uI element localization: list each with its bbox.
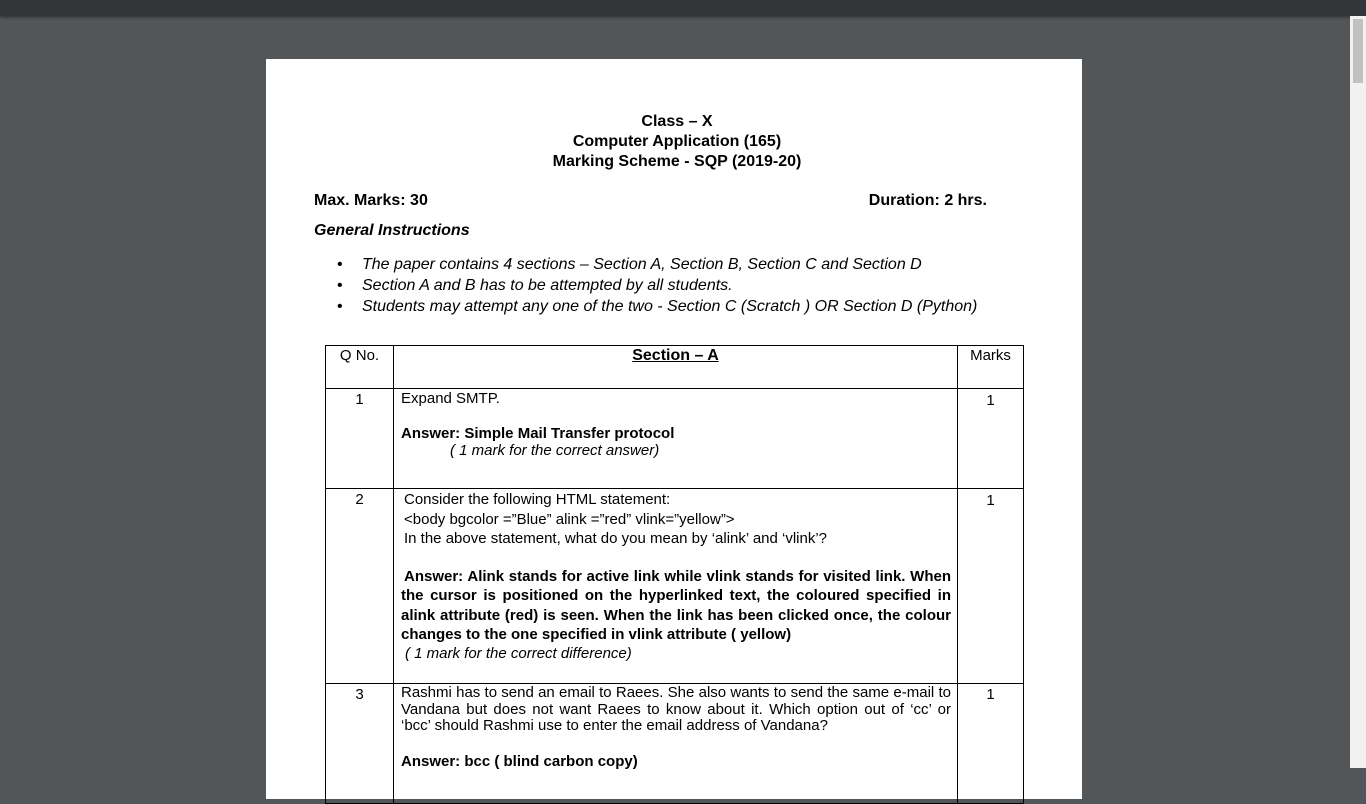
general-instructions-title: General Instructions xyxy=(314,222,470,239)
header-scheme: Marking Scheme - SQP (2019-20) xyxy=(552,153,802,170)
question-cell xyxy=(394,489,958,684)
document-page xyxy=(266,59,1082,799)
vertical-scrollbar[interactable] xyxy=(1350,16,1366,768)
question-cell xyxy=(394,684,958,804)
question-marks: 1 xyxy=(958,684,1024,804)
viewer-toolbar xyxy=(0,0,1366,16)
bullet-icon: • xyxy=(337,256,343,273)
table-row xyxy=(326,389,1024,489)
marking-note: ( 1 mark for the correct difference) xyxy=(405,644,632,662)
bullet-icon: • xyxy=(337,298,343,315)
question-text: Expand SMTP. xyxy=(401,390,500,407)
instruction-item: • Students may attempt any one of the two - Section C (Scratch ) OR Section D (Python) xyxy=(337,298,978,315)
instructions-list xyxy=(334,254,977,317)
duration: Duration: 2 hrs. xyxy=(868,192,987,209)
answer-label: Answer: xyxy=(404,567,464,585)
answer-text: Answer: bcc ( blind carbon copy) xyxy=(401,752,638,770)
question-text: Rashmi has to send an email to Raees. She also wants to send the same e-mail to Vandana but does not want Raees to know about it. Which option out of ‘cc’ or ‘bcc’ should Rashmi use to enter the email address of Vandana? xyxy=(401,684,951,734)
question-text: In the above statement, what do you mean by ‘alink’ and ‘vlink’? xyxy=(404,530,828,547)
answer-text: Answer: Simple Mail Transfer protocol xyxy=(401,425,675,442)
marks-duration-line xyxy=(314,192,987,210)
question-table xyxy=(325,345,1024,804)
question-text: Consider the following HTML statement: xyxy=(404,491,671,508)
marking-note: ( 1 mark for the correct answer) xyxy=(450,442,660,459)
question-number: 2 xyxy=(326,489,394,684)
table-row xyxy=(326,489,1024,684)
question-marks: 1 xyxy=(958,489,1024,684)
instruction-item: • Section A and B has to be attempted by all students. xyxy=(337,277,733,294)
document-header xyxy=(266,112,1088,172)
table-header-row xyxy=(326,346,1024,389)
table-row xyxy=(326,684,1024,804)
question-number: 3 xyxy=(326,684,394,804)
question-marks: 1 xyxy=(958,389,1024,489)
instruction-item: • The paper contains 4 sections – Section A, Section B, Section C and Section D xyxy=(337,256,922,273)
answer-text: Alink stands for active link while vlink stands for visited link. When the cursor is positioned on the hyperlinked text, the coloured specified in alink attribute (red) is seen. When the link has been clicked once, the colour changes to the one specified in vlink attribute ( yellow) xyxy=(401,567,951,643)
question-code: <body bgcolor =”Blue” alink =”red” vlink=”yellow”> xyxy=(404,510,735,528)
question-number: 1 xyxy=(326,389,394,489)
header-subject: Computer Application (165) xyxy=(572,133,782,150)
max-marks: Max. Marks: 30 xyxy=(314,192,428,209)
answer-block xyxy=(401,567,951,645)
header-class: Class – X xyxy=(641,113,713,130)
question-cell xyxy=(394,389,958,489)
header-marks: Marks xyxy=(958,346,1024,389)
header-qno: Q No. xyxy=(326,346,394,389)
bullet-icon: • xyxy=(337,277,343,294)
scrollbar-thumb[interactable] xyxy=(1353,19,1363,83)
header-section: Section – A xyxy=(394,346,958,389)
